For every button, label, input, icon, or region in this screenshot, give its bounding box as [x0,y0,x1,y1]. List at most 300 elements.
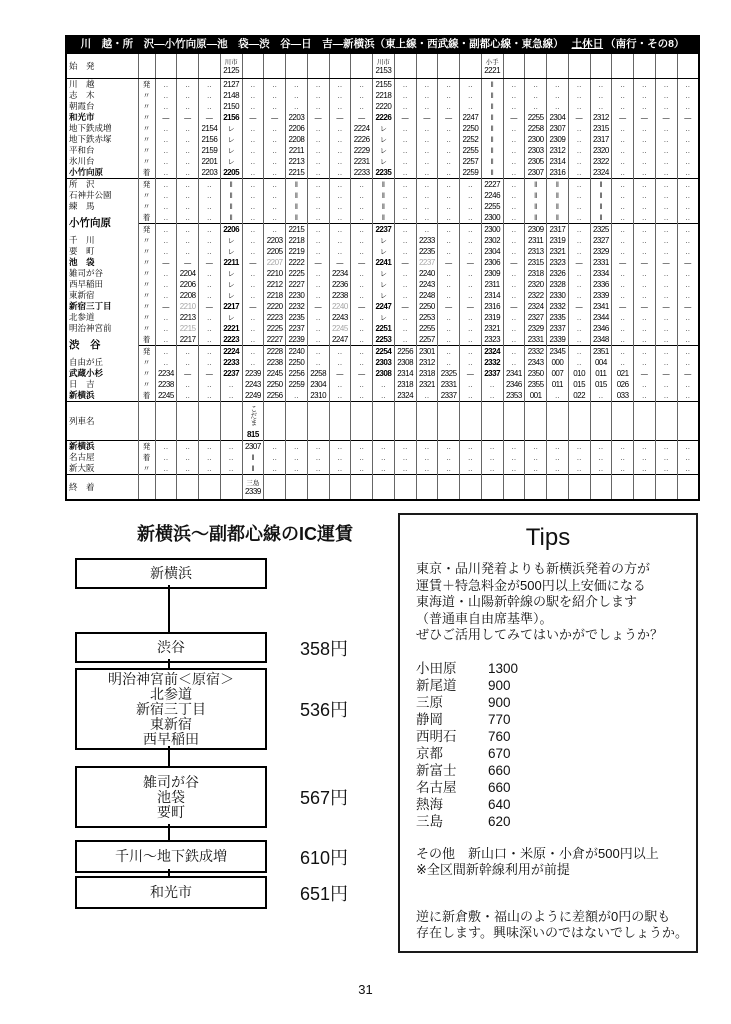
time-value: 2250 [288,357,305,367]
no-service-dots: ‥ [359,181,364,189]
fare-station-name: 新横浜 [150,565,192,581]
time-cell [634,463,656,475]
time-cell [590,90,612,101]
time-value: 2206 [288,123,305,133]
no-service-dots: ‥ [337,454,343,462]
tips-intro [400,553,696,644]
time-cell [416,79,438,91]
no-service-dots: ‥ [576,292,582,300]
table-row [66,246,699,257]
stop-type-marker: 〃 [138,257,155,268]
time-value: 2300 [527,134,544,144]
no-service-dots: ‥ [250,270,256,278]
no-service-dots: ‥ [163,248,169,256]
time-cell [373,134,395,145]
time-cell [677,101,699,112]
station-name: 練 馬 [69,201,95,212]
no-service-dots: ‥ [402,281,408,289]
no-service-dots: ‥ [576,270,582,278]
time-cell [503,235,525,246]
time-value: 2350 [527,368,544,378]
no-service-dots: ‥ [402,325,408,333]
no-service-dots: ‥ [663,214,669,222]
table-row [66,268,699,279]
origin-terminal-label: 三島 [246,479,260,487]
time-value: 2223 [223,334,240,344]
no-service-dots: ‥ [576,169,582,177]
time-cell [481,179,503,191]
station-name: 西早稲田 [69,279,104,290]
no-service-dots: ‥ [663,192,669,200]
time-value: 2241 [375,257,392,267]
no-service-dots: ‥ [250,92,256,100]
no-service-dots: ‥ [511,169,517,177]
time-cell [590,368,612,379]
time-cell [481,134,503,145]
time-cell [568,179,590,191]
no-service-dots: ‥ [315,270,321,278]
time-cell [547,123,569,134]
no-service-dots: ‥ [163,281,169,289]
time-value: 2331 [592,257,609,267]
time-cell [264,123,286,134]
time-value: 2258 [310,368,327,378]
tips-intro-line: 東海道・山陽新幹線の駅を紹介します [416,594,638,609]
time-value: 2201 [201,156,218,166]
time-cell [373,212,395,224]
time-cell [460,257,482,268]
no-service-dots: ‥ [337,92,343,100]
table-row [66,79,699,91]
time-cell [590,441,612,453]
no-service-dots: ‥ [663,237,669,245]
no-service-dash: — [662,259,670,267]
time-cell [677,235,699,246]
time-cell [155,475,177,501]
time-cell [307,402,329,441]
time-cell [503,475,525,501]
time-value: 2327 [592,235,609,245]
no-service-dash: — [162,303,170,311]
time-cell [568,79,590,91]
no-service-dots: ‥ [685,336,691,344]
no-service-dots: ‥ [250,158,256,166]
time-cell [525,90,547,101]
time-value: 2227 [288,279,305,289]
time-cell [199,101,221,112]
time-cell [503,53,525,79]
stop-type-marker: 発 [138,441,155,453]
other-route-mark: ‖ [534,201,538,211]
fare-station-name: 東新宿 [150,715,192,732]
time-cell [264,452,286,463]
time-cell [503,90,525,101]
no-service-dots: ‥ [424,169,430,177]
time-value: 2237 [375,224,392,234]
time-cell [590,312,612,323]
pass-mark: レ [227,158,235,166]
fare-amount: 536円 [300,700,349,720]
time-cell [547,452,569,463]
time-cell [481,402,503,441]
time-cell [503,402,525,441]
time-cell [177,134,199,145]
time-value: 2258 [527,123,544,133]
tips-intro-line: ぜひご活用してみてはいかがでしょうか？ [416,627,664,642]
time-cell [329,312,351,323]
time-cell [547,346,569,358]
time-cell [481,452,503,463]
tips-intro-line: 運賃＋特急料金が500円以上安価になる [416,577,646,593]
pass-mark: レ [227,147,235,155]
time-cell [590,402,612,441]
time-cell [677,123,699,134]
time-value: 2312 [592,112,609,122]
no-service-dots: ‥ [620,336,625,344]
time-cell [547,246,569,257]
time-value: 2234 [157,368,174,378]
station-name: 武蔵小杉 [69,368,104,379]
no-service-dots: ‥ [250,336,256,344]
time-cell [220,323,242,334]
no-service-dots: ‥ [642,158,647,166]
time-cell [438,246,460,257]
no-service-dots: ‥ [685,348,691,356]
no-service-dots: ‥ [446,125,451,133]
no-service-dots: ‥ [163,325,169,333]
no-service-dots: ‥ [402,270,408,278]
time-cell [677,268,699,279]
no-service-dots: ‥ [163,181,169,189]
time-cell [460,90,482,101]
no-service-dots: ‥ [663,203,669,211]
stop-type-marker [138,475,155,501]
time-cell [460,53,482,79]
no-service-dash: — [162,259,170,267]
time-cell [242,346,264,358]
pass-mark: レ [227,248,235,256]
time-cell [199,167,221,179]
time-cell [438,167,460,179]
time-cell [155,390,177,402]
time-value: 2309 [484,268,501,278]
no-service-dash: — [662,303,670,311]
time-cell [503,123,525,134]
time-cell [177,390,199,402]
time-value: 011 [595,368,607,378]
time-cell [394,212,416,224]
no-service-dash: — [575,259,583,267]
no-service-dots: ‥ [576,359,582,367]
stop-type-marker: 〃 [138,301,155,312]
time-cell [460,246,482,257]
other-route-mark: ‖ [229,190,233,200]
time-cell [416,145,438,156]
time-cell [286,402,308,441]
no-service-dots: ‥ [315,359,321,367]
no-service-dash: — [358,259,366,267]
time-value: 2222 [288,257,305,267]
no-service-dots: ‥ [511,348,517,356]
no-service-dots: ‥ [315,136,321,144]
time-cell [677,145,699,156]
time-cell [416,268,438,279]
time-value: 2329 [592,246,609,256]
timetable-title: 川 越・所 沢―小竹向原―池 袋―渋 谷―日 吉―新横浜（東上線・西武線・副都心線・東急線） [80,38,564,50]
no-service-dots: ‥ [663,443,669,451]
other-route-mark: ‖ [555,201,559,211]
time-cell [155,323,177,334]
time-cell [590,257,612,268]
time-value: 2238 [266,357,283,367]
no-service-dots: ‥ [381,465,386,473]
no-service-dots: ‥ [250,314,256,322]
time-cell [351,301,373,312]
time-value: 2303 [375,357,392,367]
no-service-dash: — [249,114,257,122]
time-cell [481,390,503,402]
no-service-dots: ‥ [576,248,582,256]
no-service-dots: ‥ [468,314,473,322]
pass-mark: レ [227,314,235,322]
no-service-dots: ‥ [185,348,190,356]
no-service-dots: ‥ [185,226,190,234]
other-route-mark: ‖ [599,201,603,211]
time-cell [438,112,460,123]
no-service-dots: ‥ [446,248,451,256]
no-service-dots: ‥ [185,237,190,245]
no-service-dots: ‥ [185,381,190,389]
time-cell [307,246,329,257]
time-cell [307,235,329,246]
time-cell [329,179,351,191]
no-service-dots: ‥ [642,359,647,367]
time-cell [612,190,634,201]
tips-fare-value: 760 [488,728,511,744]
time-cell [307,90,329,101]
time-cell [394,79,416,91]
other-route-mark: ‖ [490,101,494,111]
time-cell [199,463,221,475]
fare-amount: 567円 [300,788,349,808]
time-cell [394,463,416,475]
fare-station-name: 明治神宮前＜原宿＞ [108,670,234,687]
time-cell [438,357,460,368]
time-cell [155,441,177,453]
time-cell [590,201,612,212]
time-cell [460,368,482,379]
no-service-dots: ‥ [359,381,364,389]
time-cell [220,190,242,201]
no-service-dots: ‥ [402,181,408,189]
time-value: 2230 [288,290,305,300]
time-value: 2328 [549,279,566,289]
time-cell [220,257,242,268]
time-cell [242,90,264,101]
no-service-dots: ‥ [685,454,691,462]
other-route-mark: ‖ [294,190,298,200]
station-name: 始 発 [66,53,138,79]
time-cell [525,402,547,441]
table-row [66,167,699,179]
time-cell [525,368,547,379]
stop-type-marker: 着 [138,167,155,179]
time-value: 2226 [375,112,392,122]
no-service-dash: — [466,259,474,267]
time-value: 2153 [375,65,392,75]
no-service-dots: ‥ [402,214,408,222]
time-cell [329,246,351,257]
no-service-dash: — [575,303,583,311]
tips-fare-station: 静岡 [416,711,443,727]
time-cell [438,190,460,201]
stop-type-marker: 〃 [138,246,155,257]
time-cell [438,123,460,134]
time-cell [242,379,264,390]
time-cell [416,379,438,390]
no-service-dots: ‥ [359,454,364,462]
no-service-dots: ‥ [620,359,625,367]
time-value: 2316 [549,167,566,177]
no-service-dots: ‥ [468,359,473,367]
time-cell [220,441,242,453]
no-service-dash: — [466,370,474,378]
time-cell [199,257,221,268]
time-value: 2206 [179,279,196,289]
no-service-dots: ‥ [250,226,256,234]
time-cell [503,246,525,257]
no-service-dots: ‥ [207,281,212,289]
station-name: 新横浜 [66,441,138,453]
time-cell [655,53,677,79]
table-row [66,156,699,167]
no-service-dots: ‥ [228,381,234,389]
time-cell [416,334,438,346]
no-service-dots: ‥ [642,203,647,211]
no-service-dots: ‥ [685,203,691,211]
no-service-dash: — [205,303,213,311]
time-value: 2320 [527,279,544,289]
time-cell [655,346,677,358]
time-value: 2213 [288,156,305,166]
origin-terminal-label: 川市 [224,58,238,66]
no-service-dash: — [205,370,213,378]
tips-intro-line: 東京・品川発着よりも新横浜発着の方が [416,561,651,576]
time-cell [655,167,677,179]
time-value: 011 [551,379,563,389]
time-cell [307,101,329,112]
no-service-dots: ‥ [315,237,321,245]
time-cell [655,224,677,236]
tips-fare-station: 三原 [416,694,443,710]
no-service-dots: ‥ [663,454,669,462]
no-service-dots: ‥ [402,125,408,133]
time-cell [394,301,416,312]
no-service-dots: ‥ [185,392,190,400]
time-cell [481,112,503,123]
time-value: 2339 [592,290,609,300]
time-value: 2205 [266,246,283,256]
station-name: 千 川 [69,235,95,246]
station-name: 列車名 [66,402,138,441]
time-cell [460,235,482,246]
time-cell [220,312,242,323]
no-service-dots: ‥ [315,92,321,100]
no-service-dash: — [314,303,322,311]
no-service-dots: ‥ [642,281,647,289]
time-cell [242,290,264,301]
time-cell [525,235,547,246]
time-cell [329,279,351,290]
no-service-dots: ‥ [663,348,669,356]
no-service-dots: ‥ [468,237,473,245]
no-service-dots: ‥ [337,147,343,155]
stop-type-marker: 発 [138,346,155,358]
no-service-dots: ‥ [511,136,517,144]
time-cell [329,156,351,167]
time-value: 2345 [549,346,566,356]
time-cell [373,312,395,323]
no-service-dots: ‥ [555,392,560,400]
time-value: 2237 [418,257,435,267]
time-cell [286,334,308,346]
time-cell [220,53,242,79]
fare-station-box [75,876,267,909]
time-cell [612,79,634,91]
time-cell [503,452,525,463]
time-value: 2238 [157,379,174,389]
time-cell [329,357,351,368]
time-cell [242,212,264,224]
no-service-dots: ‥ [511,248,517,256]
no-service-dots: ‥ [315,103,321,111]
page-number: 31 [358,982,373,997]
time-cell [155,79,177,91]
no-service-dots: ‥ [620,226,625,234]
time-value: 2301 [418,346,435,356]
time-cell [503,346,525,358]
time-cell [634,257,656,268]
no-service-dash: — [619,303,627,311]
time-cell [329,379,351,390]
time-cell [286,390,308,402]
no-service-dots: ‥ [272,443,277,451]
time-cell [307,53,329,79]
no-service-dots: ‥ [337,214,343,222]
no-service-dash: — [510,114,518,122]
no-service-dots: ‥ [315,192,321,200]
time-value: 2259 [462,167,479,177]
no-service-dots: ‥ [468,336,473,344]
no-service-dots: ‥ [424,103,430,111]
time-cell [460,279,482,290]
pass-mark: レ [227,125,235,133]
no-service-dots: ‥ [511,443,517,451]
no-service-dots: ‥ [381,392,386,400]
time-cell [590,79,612,91]
no-service-dash: — [162,114,170,122]
time-cell [242,123,264,134]
time-value: 2224 [223,346,240,356]
no-service-dots: ‥ [337,248,343,256]
time-cell [242,402,264,441]
table-row [66,357,699,368]
no-service-dots: ‥ [685,226,691,234]
no-service-dots: ‥ [685,169,691,177]
time-cell [199,279,221,290]
no-service-dots: ‥ [402,292,408,300]
time-cell [547,390,569,402]
